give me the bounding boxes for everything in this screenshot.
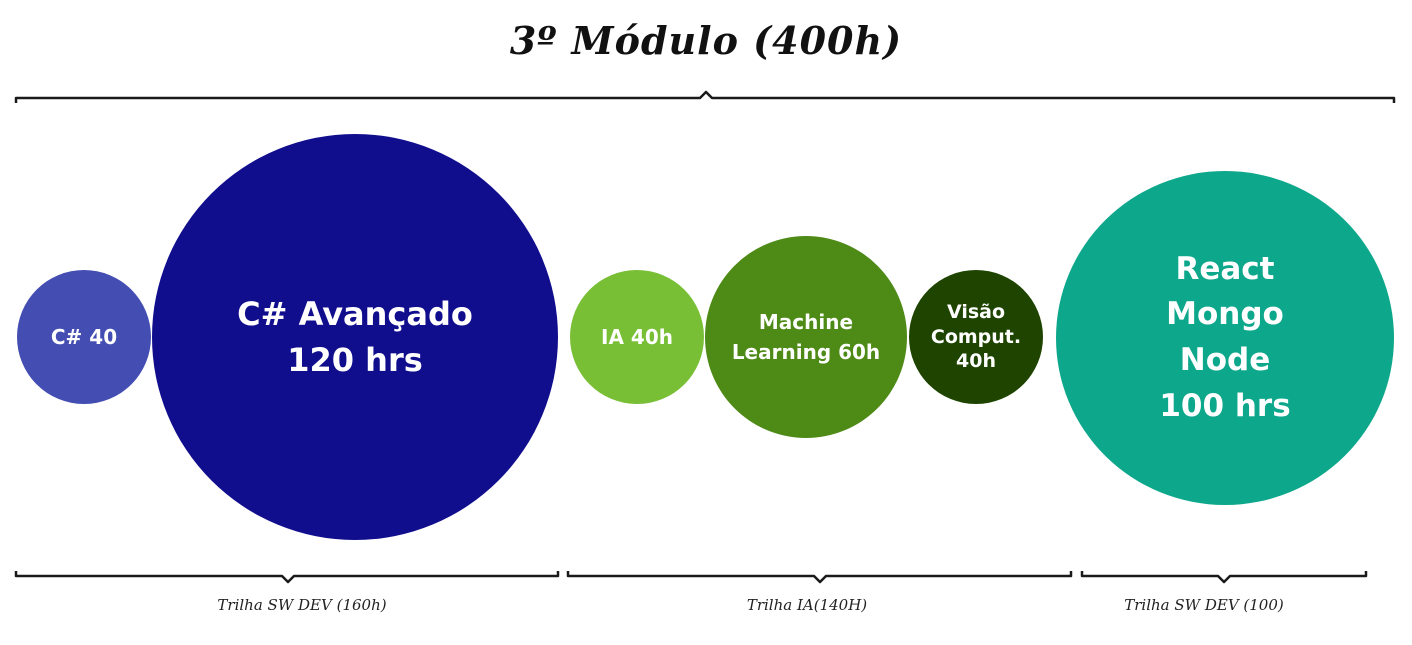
- track-label-sw-dev-100: Trilha SW DEV (100): [1124, 596, 1284, 614]
- circle-csharp-advanced: [152, 134, 558, 540]
- circle-csharp-advanced-label: C# Avançado 120 hrs: [237, 294, 473, 379]
- module-title: 3º Módulo (400h): [509, 18, 903, 63]
- track-brace-ia-140: [568, 571, 1071, 582]
- track-brace-sw-dev-100: [1082, 571, 1366, 582]
- circle-visao-computacional: [909, 270, 1043, 404]
- circle-ia-label: IA 40h: [601, 325, 673, 349]
- circle-ia: [570, 270, 704, 404]
- circle-machine-learning: [705, 236, 907, 438]
- circle-react-mongo-node: [1056, 171, 1394, 505]
- module-brace: [16, 92, 1394, 103]
- track-label-ia-140: Trilha IA(140H): [746, 596, 868, 614]
- circle-react-mongo-node-label: React Mongo Node 100 hrs: [1159, 250, 1291, 424]
- circle-csharp: [17, 270, 151, 404]
- circle-csharp-label: C# 40: [50, 325, 118, 349]
- track-brace-sw-dev-160: [16, 571, 558, 582]
- circle-visao-computacional-label: Visão Comput. 40h: [930, 300, 1022, 373]
- track-label-sw-dev-160: Trilha SW DEV (160h): [217, 596, 387, 614]
- circle-machine-learning-label: Machine Learning 60h: [731, 310, 881, 364]
